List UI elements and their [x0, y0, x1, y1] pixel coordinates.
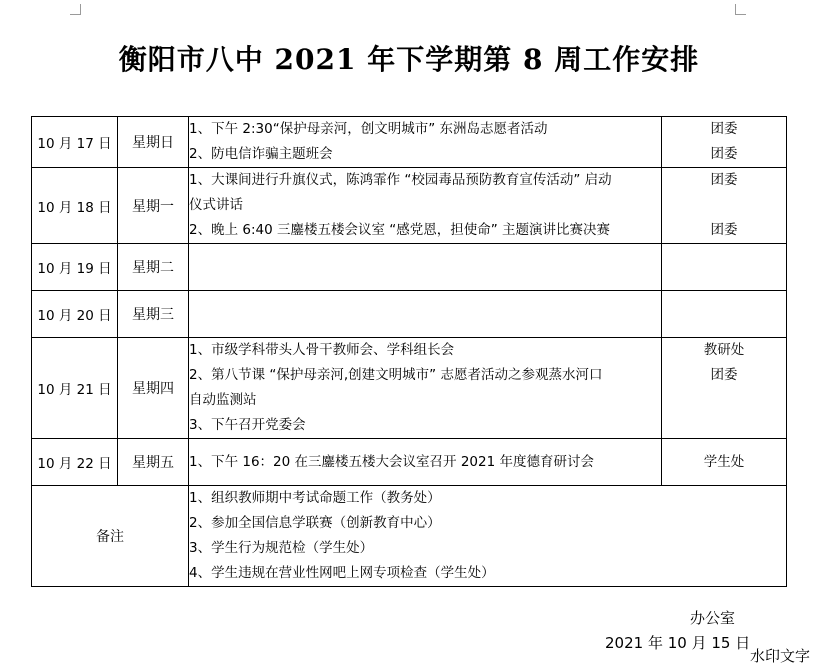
department-line: 学生处 [703, 453, 745, 470]
activity-line: 2、第八节课 “保护母亲河,创建文明城市” 志愿者活动之参观蒸水河口 [189, 367, 603, 383]
weekday-cell: 星期五 [118, 439, 189, 486]
watermark-text: 水印文字 [750, 647, 811, 665]
department-line: 团委 [710, 367, 738, 383]
weekday-cell: 星期三 [118, 291, 189, 338]
activity-cell [189, 168, 662, 244]
page-corner-mark-left [70, 4, 81, 15]
department-line: 教研处 [703, 342, 745, 358]
table-row [32, 439, 787, 486]
activity-line: 1、大课间进行升旗仪式，陈鸿霏作 “校园毒品预防教育宣传活动” 启动 [189, 172, 612, 188]
department-line: 团委 [710, 172, 738, 188]
activity-cell [189, 338, 662, 439]
activity-line: 1、下午 16：20 在三鏖楼五楼大会议室召开 2021 年度德育研讨会 [189, 453, 594, 470]
activity-line: 自动监测站 [189, 392, 257, 408]
department-cell [662, 117, 787, 168]
department-cell [662, 439, 787, 486]
table-row [32, 338, 787, 439]
weekday-cell: 星期二 [118, 244, 189, 291]
activity-line: 3、下午召开党委会 [189, 417, 306, 433]
weekday-cell: 星期日 [118, 117, 189, 168]
remark-item: 4、学生违规在营业性网吧上网专项检查（学生处） [189, 565, 495, 581]
remarks-row [32, 486, 787, 587]
activity-cell [189, 439, 662, 486]
table-row [32, 117, 787, 168]
department-cell [662, 291, 787, 338]
activity-line: 仪式讲话 [189, 197, 243, 213]
remarks-label: 备注 [32, 486, 189, 587]
department-line [662, 193, 786, 218]
date-cell: 10 月 18 日 [32, 168, 118, 244]
table-row [32, 291, 787, 338]
remark-item: 1、组织教师期中考试命题工作（教务处） [189, 490, 441, 506]
date-cell: 10 月 22 日 [32, 439, 118, 486]
table-row [32, 168, 787, 244]
weekday-cell: 星期一 [118, 168, 189, 244]
department-line: 团委 [710, 222, 738, 238]
activity-cell [189, 244, 662, 291]
document-title: 衡阳市八中 2021 年下学期第 8 周工作安排 [118, 43, 700, 76]
department-cell [662, 168, 787, 244]
activity-cell [189, 117, 662, 168]
issue-date: 2021 年 10 月 15 日 [605, 634, 751, 652]
department-cell [662, 244, 787, 291]
department-line: 团委 [710, 121, 738, 137]
remarks-cell [189, 486, 787, 587]
weekday-cell: 星期四 [118, 338, 189, 439]
date-cell: 10 月 17 日 [32, 117, 118, 168]
activity-line: 2、晚上 6:40 三鏖楼五楼会议室 “感党恩，担使命” 主题演讲比赛决赛 [189, 222, 611, 238]
date-cell: 10 月 19 日 [32, 244, 118, 291]
activity-line: 1、下午 2:30“保护母亲河，创文明城市” 东洲岛志愿者活动 [189, 121, 548, 137]
remark-item: 2、参加全国信息学联赛（创新教育中心） [189, 515, 441, 531]
activity-line: 1、市级学科带头人骨干教师会、学科组长会 [189, 342, 455, 358]
activity-cell [189, 291, 662, 338]
date-cell: 10 月 21 日 [32, 338, 118, 439]
activity-line: 2、防电信诈骗主题班会 [189, 146, 333, 162]
date-cell: 10 月 20 日 [32, 291, 118, 338]
schedule-table [31, 116, 787, 587]
table-row [32, 244, 787, 291]
page-corner-mark-right [735, 4, 746, 15]
department-line: 团委 [710, 146, 738, 162]
remark-item: 3、学生行为规范检（学生处） [189, 540, 374, 556]
issuing-office: 办公室 [690, 609, 736, 627]
department-cell [662, 338, 787, 439]
